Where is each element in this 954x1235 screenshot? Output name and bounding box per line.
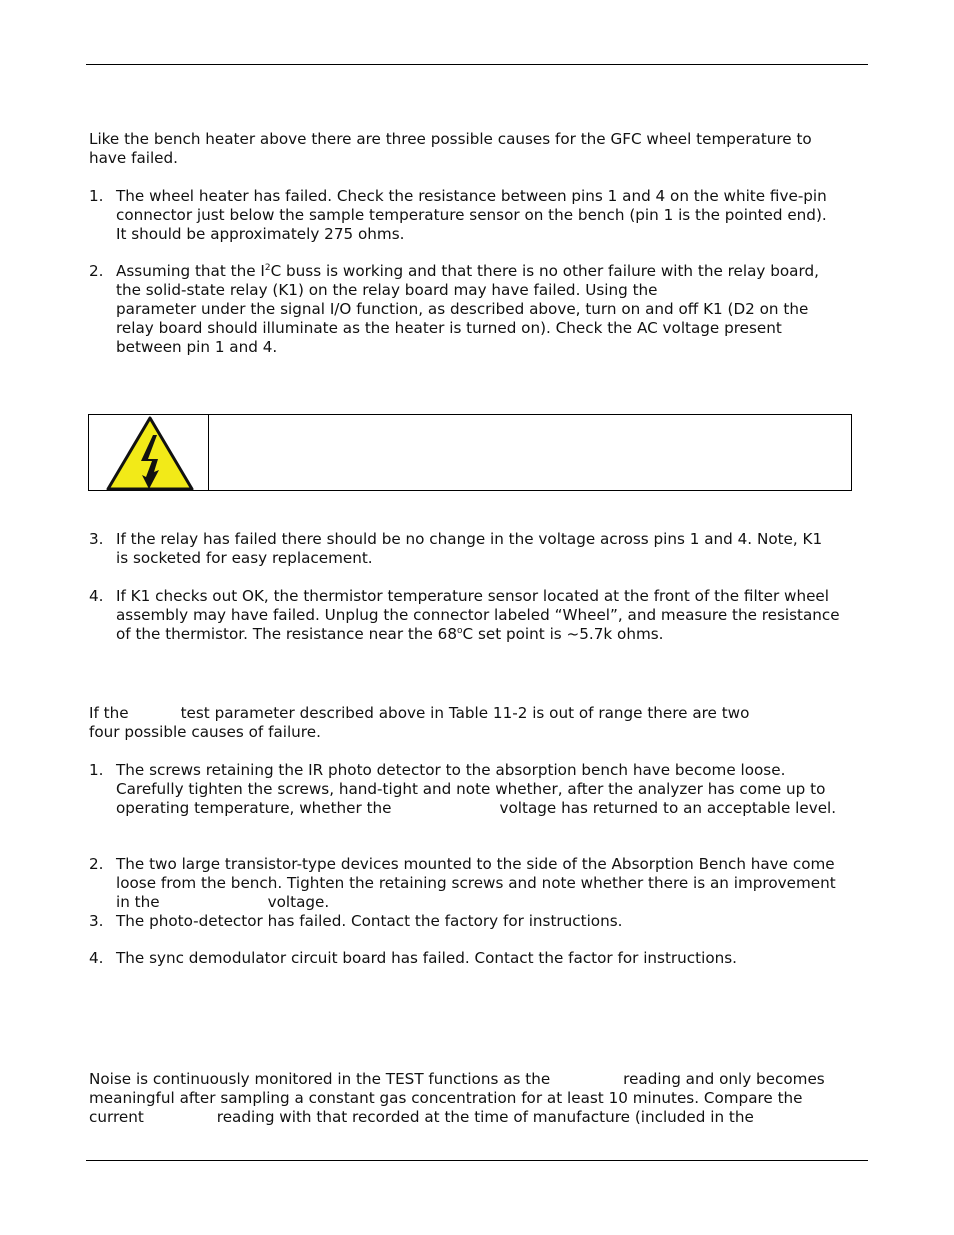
- header-rule: [86, 64, 868, 65]
- list-number: 3.: [89, 530, 104, 548]
- list-text: The sync demodulator circuit board has failed. Contact the factor for instructions.: [116, 949, 737, 967]
- list-text: The photo-detector has failed. Contact the factory for instructions.: [116, 912, 623, 930]
- list-number: 4.: [89, 949, 104, 967]
- list-text: The two large transistor-type devices mounted to the side of the Absorption Bench have come loose from the bench. Tighten the retaining screws and note whether there is an improvement in the voltage.: [116, 855, 836, 911]
- warning-icon-cell: [89, 415, 209, 490]
- intro-paragraph: Like the bench heater above there are three possible causes for the GFC wheel temperature to have failed.: [89, 130, 812, 167]
- list-text: If K1 checks out OK, the thermistor temperature sensor located at the front of the filter wheel assembly may have failed. Unplug the connector labeled “Wheel”, and measure the resistance of the thermistor. The resistance near the 68$^o$C set point is ~5.7k ohms.: [116, 587, 840, 643]
- high-voltage-warning-icon: [104, 415, 196, 493]
- noise-paragraph: Noise is continuously monitored in the TEST functions as the reading and only becomes meaningful after sampling a constant gas concentration for at least 10 minutes. Compare the current reading with that recorded at the time of manufacture (included in the: [89, 1070, 825, 1126]
- list-text: Assuming that the $I^2C$ buss is working and that there is no other failure with the relay board, the solid-state relay (K1) on the relay board may have failed. Using the parameter under the signal I/O function, as described above, turn on and off K1 (D2 on the relay board should illuminate as the heater is turned on). Check the AC voltage present between pin 1 and 4.: [116, 262, 819, 356]
- footer-rule: [86, 1160, 868, 1161]
- list-text: The wheel heater has failed. Check the resistance between pins 1 and 4 on the white five-pin connector just below the sample temperature sensor on the bench (pin 1 is the pointed end). It should be approximately 275 ohms.: [116, 187, 827, 243]
- warning-box: [88, 414, 852, 491]
- list-text: The screws retaining the IR photo detector to the absorption bench have become loose. Carefully tighten the screws, hand-tight and note whether, after the analyzer has come up to operating temperature, whether the voltage has returned to an acceptable level.: [116, 761, 837, 817]
- list-number: 2.: [89, 855, 104, 873]
- list-number: 1.: [89, 761, 104, 779]
- list-text: If the relay has failed there should be no change in the voltage across pins 1 and 4. Note, K1 is socketed for easy replacement.: [116, 530, 823, 567]
- list-number: 1.: [89, 187, 104, 205]
- section2-intro: If the test parameter described above in Table 11-2 is out of range there are two four possible causes of failure.: [89, 704, 750, 741]
- list-number: 2.: [89, 262, 104, 280]
- superscript: 2: [264, 263, 271, 273]
- superscript: o: [457, 626, 463, 636]
- list-number: 4.: [89, 587, 104, 605]
- list-number: 3.: [89, 912, 104, 930]
